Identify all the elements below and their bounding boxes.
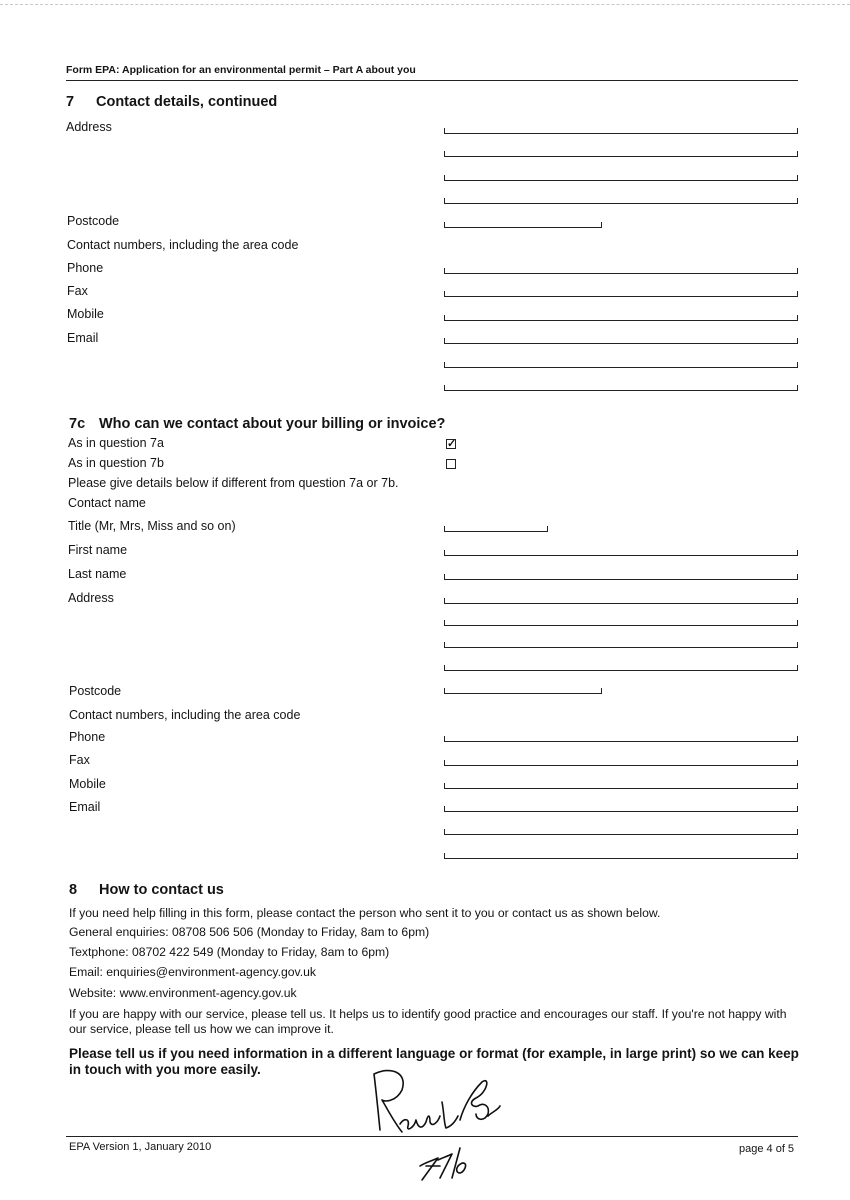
different-note: Please give details below if different from question 7a or 7b. [68, 476, 399, 490]
as-7a-checkbox[interactable]: ✓ [447, 438, 457, 450]
email-line-2-field[interactable] [444, 362, 798, 368]
section-8-heading [69, 882, 224, 898]
section-number: 7c [69, 416, 86, 432]
address-line-4-field[interactable] [444, 198, 798, 204]
billing-mobile-label: Mobile [69, 777, 106, 791]
last-name-label: Last name [68, 567, 127, 581]
billing-email-label: Email [69, 800, 101, 814]
title-field[interactable] [444, 526, 548, 532]
first-name-label: First name [68, 543, 128, 557]
website-contact: Website: www.environment-agency.gov.uk [69, 986, 297, 1000]
header-rule [66, 80, 798, 81]
email-contact: Email: enquiries@environment-agency.gov.uk [69, 965, 316, 979]
postcode-label: Postcode [67, 214, 120, 228]
version-label: EPA Version 1, January 2010 [69, 1141, 212, 1153]
billing-postcode-label: Postcode [69, 684, 122, 698]
billing-postcode-field[interactable] [444, 688, 602, 694]
address-line-1-field[interactable] [444, 128, 798, 134]
billing-address-line-3-field[interactable] [444, 642, 798, 648]
mobile-field[interactable] [444, 315, 798, 321]
different-format-paragraph: Please tell us if you need information in a different language or format (for example, in large print) so we can keep in touch with you more easily. [69, 1046, 799, 1077]
billing-email-line-1-field[interactable] [444, 806, 798, 812]
address-label: Address [66, 120, 112, 134]
fax-label: Fax [67, 284, 88, 298]
phone-label: Phone [67, 261, 104, 275]
billing-email-line-2-field[interactable] [444, 829, 798, 835]
billing-address-line-2-field[interactable] [444, 620, 798, 626]
footer-rule [66, 1136, 798, 1137]
mobile-label: Mobile [67, 307, 104, 321]
as-7b-label: As in question 7b [68, 456, 164, 470]
billing-contact-numbers-label: Contact numbers, including the area code [69, 708, 301, 722]
address-line-2-field[interactable] [444, 151, 798, 157]
email-line-3-field[interactable] [444, 385, 798, 391]
phone-field[interactable] [444, 268, 798, 274]
textphone: Textphone: 08702 422 549 (Monday to Friday, 8am to 6pm) [69, 945, 390, 959]
postcode-field[interactable] [444, 222, 602, 228]
as-7b-checkbox[interactable] [446, 459, 456, 469]
section-number: 8 [69, 882, 78, 898]
form-header: Form EPA: Application for an environmental permit – Part A about you [66, 64, 416, 76]
title-label: Title (Mr, Mrs, Miss and so on) [68, 519, 236, 533]
billing-mobile-field[interactable] [444, 783, 798, 789]
section-title: Who can we contact about your billing or invoice? [99, 416, 446, 432]
billing-phone-label: Phone [69, 730, 106, 744]
page-number: page 4 of 5 [739, 1143, 795, 1155]
help-intro: If you need help filling in this form, please contact the person who sent it to you or contact us as shown below. [69, 906, 661, 920]
email-label: Email [67, 331, 99, 345]
section-title: Contact details, continued [96, 94, 278, 110]
contact-numbers-label: Contact numbers, including the area code [67, 238, 299, 252]
address-line-3-field[interactable] [444, 175, 798, 181]
section-number: 7 [66, 94, 75, 110]
billing-address-line-4-field[interactable] [444, 665, 798, 671]
email-line-1-field[interactable] [444, 338, 798, 344]
section-title: How to contact us [99, 882, 224, 898]
billing-email-line-3-field[interactable] [444, 853, 798, 859]
billing-phone-field[interactable] [444, 736, 798, 742]
as-7a-label: As in question 7a [68, 436, 164, 450]
billing-address-label: Address [68, 591, 114, 605]
handwritten-signature [360, 1062, 510, 1182]
section-7-heading [66, 94, 277, 110]
last-name-field[interactable] [444, 574, 798, 580]
contact-name-label: Contact name [68, 496, 146, 510]
first-name-field[interactable] [444, 550, 798, 556]
general-enquiries: General enquiries: 08708 506 506 (Monday to Friday, 8am to 6pm) [69, 925, 430, 939]
billing-fax-label: Fax [69, 753, 90, 767]
section-7c-heading [69, 416, 445, 432]
feedback-paragraph: If you are happy with our service, please tell us. It helps us to identify good practice and encourages our staff. If you're not happy with our service, please tell us how we can improve it. [69, 1007, 787, 1036]
billing-address-line-1-field[interactable] [444, 598, 798, 604]
billing-fax-field[interactable] [444, 760, 798, 766]
fax-field[interactable] [444, 291, 798, 297]
scan-edge [0, 4, 850, 5]
